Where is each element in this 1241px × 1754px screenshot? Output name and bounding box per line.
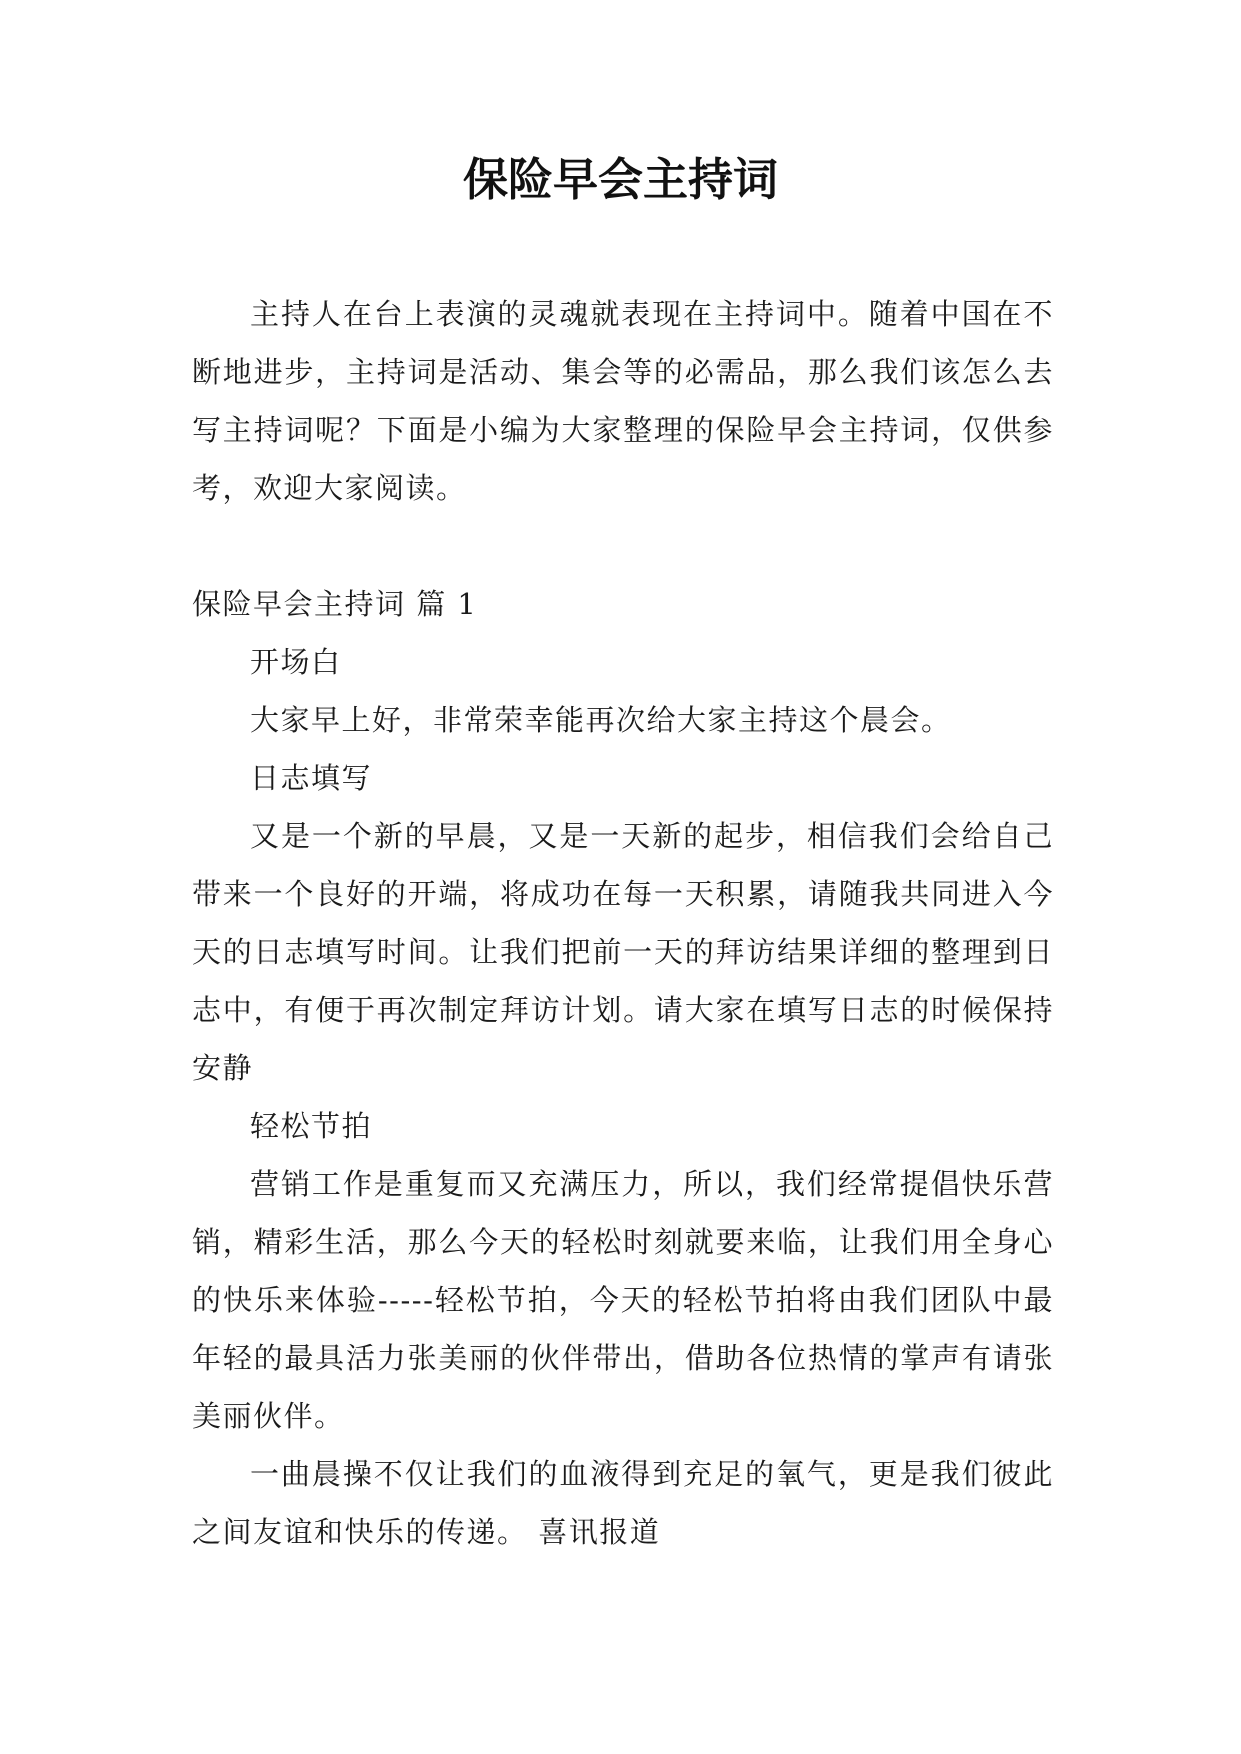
opening-paragraph: 大家早上好，非常荣幸能再次给大家主持这个晨会。: [250, 703, 952, 737]
log-paragraph: 又是一个新的早晨，又是一天新的起步，相信我们会给自己带来一个良好的开端，将成功在每一天积累，请随我共同进入今天的日志填写时间。让我们把前一天的拜访结果详细的整理到日志中，有便于再次制定拜访计划。请大家在填写日志的时候保持安静: [192, 819, 1054, 1085]
intro-paragraph: 主持人在台上表演的灵魂就表现在主持词中。随着中国在不断地进步，主持词是活动、集会等的必需品，那么我们该怎么去写主持词呢？下面是小编为大家整理的保险早会主持词，仅供参考，欢迎大家阅读。: [192, 297, 1054, 505]
log-heading: 日志填写: [250, 761, 373, 795]
document-title: 保险早会主持词: [462, 153, 778, 206]
opening-heading: 开场白: [250, 645, 342, 679]
document-body: [192, 285, 1054, 1561]
morning-exercise-paragraph: 一曲晨操不仅让我们的血液得到充足的氧气，更是我们彼此之间友谊和快乐的传递。 喜讯报道: [192, 1457, 1054, 1549]
section-title: 保险早会主持词 篇 1: [192, 587, 478, 621]
relax-heading: 轻松节拍: [250, 1109, 373, 1143]
relax-paragraph: 营销工作是重复而又充满压力，所以，我们经常提倡快乐营销，精彩生活，那么今天的轻松时刻就要来临，让我们用全身心的快乐来体验-----轻松节拍，今天的轻松节拍将由我们团队中最年轻的最具活力张美丽的伙伴带出，借助各位热情的掌声有请张美丽伙伴。: [192, 1167, 1054, 1433]
